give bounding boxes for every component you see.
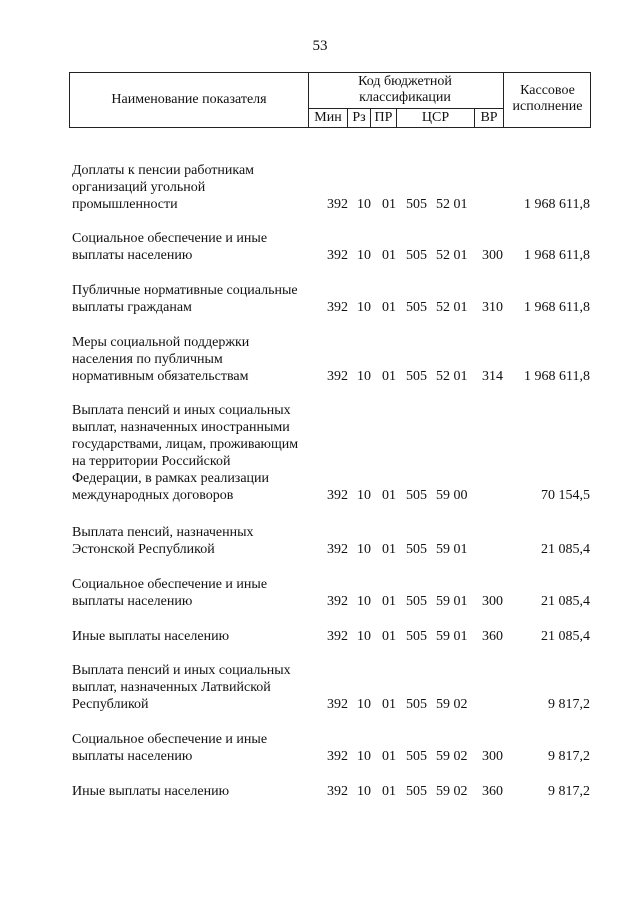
cell-pr: 01	[382, 197, 396, 212]
table-row	[0, 282, 640, 316]
cell-csr-part2: 52 01	[436, 248, 468, 263]
cell-csr-part1: 505	[406, 749, 427, 764]
cell-csr-part1: 505	[406, 697, 427, 712]
cell-rz: 10	[357, 488, 371, 503]
cell-csr-part2: 59 02	[436, 749, 468, 764]
cell-min: 392	[327, 300, 348, 315]
row-label-line: Публичные нормативные социальные	[72, 283, 298, 298]
table-row	[0, 334, 640, 385]
cell-rz: 10	[357, 369, 371, 384]
row-label-line: Иные выплаты населению	[72, 629, 230, 644]
cell-csr-part2: 52 01	[436, 369, 468, 384]
cell-amount: 9 817,2	[548, 784, 590, 799]
table-row	[0, 662, 640, 713]
cell-csr-part2: 52 01	[436, 300, 468, 315]
table-row	[0, 576, 640, 610]
header-csr: ЦСР	[421, 110, 450, 125]
row-label-line: населения по публичным	[72, 352, 223, 367]
cell-pr: 01	[382, 749, 396, 764]
row-label-line: выплаты гражданам	[72, 300, 192, 315]
cell-vr: 300	[482, 594, 503, 609]
cell-min: 392	[327, 197, 348, 212]
row-label	[72, 402, 322, 504]
cell-csr-part2: 59 01	[436, 542, 468, 557]
cell-amount: 9 817,2	[548, 749, 590, 764]
row-label-line: Республикой	[72, 697, 149, 712]
cell-csr-part1: 505	[406, 629, 427, 644]
table-header	[69, 72, 591, 128]
cell-min: 392	[327, 697, 348, 712]
cell-csr-part1: 505	[406, 197, 427, 212]
cell-vr: 360	[482, 784, 503, 799]
row-label-line: Иные выплаты населению	[72, 784, 230, 799]
table-row	[0, 162, 640, 213]
cell-min: 392	[327, 248, 348, 263]
cell-rz: 10	[357, 300, 371, 315]
row-label-line: государствами, лицам, проживающим	[72, 437, 299, 452]
cell-csr-part2: 52 01	[436, 197, 468, 212]
header-code-group: Код бюджетной классификации	[358, 74, 452, 105]
row-label-line: выплаты населению	[72, 594, 193, 609]
header-rz: Рз	[352, 110, 366, 125]
cell-rz: 10	[357, 749, 371, 764]
header-amount: Кассовое исполнение	[512, 83, 583, 114]
row-label-line: Доплаты к пенсии работникам	[72, 163, 255, 178]
table-row	[0, 628, 640, 645]
table-row	[0, 230, 640, 264]
cell-pr: 01	[382, 697, 396, 712]
header-min: Мин	[314, 110, 342, 125]
row-label-line: Выплата пенсий и иных социальных	[72, 403, 291, 418]
row-label-line: выплат, назначенных иностранными	[72, 420, 290, 435]
row-label	[72, 628, 322, 645]
cell-csr-part1: 505	[406, 300, 427, 315]
cell-amount: 1 968 611,8	[524, 369, 590, 384]
row-label	[72, 524, 322, 558]
row-label-line: Выплата пенсий и иных социальных	[72, 663, 291, 678]
cell-amount: 1 968 611,8	[524, 248, 590, 263]
row-label-line: на территории Российской	[72, 454, 231, 469]
cell-amount: 70 154,5	[541, 488, 590, 503]
cell-amount: 9 817,2	[548, 697, 590, 712]
row-label	[72, 334, 322, 385]
row-label	[72, 162, 322, 213]
cell-amount: 21 085,4	[541, 542, 590, 557]
cell-pr: 01	[382, 300, 396, 315]
cell-pr: 01	[382, 629, 396, 644]
row-label-line: организаций угольной	[72, 180, 206, 195]
row-label-line: международных договоров	[72, 488, 234, 503]
cell-rz: 10	[357, 697, 371, 712]
row-label-line: Социальное обеспечение и иные	[72, 732, 268, 747]
cell-csr-part2: 59 01	[436, 629, 468, 644]
table-row	[0, 783, 640, 800]
table-row	[0, 402, 640, 504]
cell-pr: 01	[382, 542, 396, 557]
cell-rz: 10	[357, 542, 371, 557]
row-label-line: выплаты населению	[72, 248, 193, 263]
row-label-line: Социальное обеспечение и иные	[72, 577, 268, 592]
cell-pr: 01	[382, 488, 396, 503]
cell-csr-part1: 505	[406, 488, 427, 503]
table-row	[0, 731, 640, 765]
cell-rz: 10	[357, 629, 371, 644]
cell-csr-part2: 59 00	[436, 488, 468, 503]
cell-min: 392	[327, 749, 348, 764]
cell-csr-part1: 505	[406, 248, 427, 263]
row-label-line: Меры социальной поддержки	[72, 335, 250, 350]
cell-pr: 01	[382, 248, 396, 263]
cell-csr-part2: 59 02	[436, 784, 468, 799]
row-label-line: нормативным обязательствам	[72, 369, 249, 384]
cell-min: 392	[327, 369, 348, 384]
row-label	[72, 282, 322, 316]
row-label	[72, 731, 322, 765]
cell-vr: 300	[482, 749, 503, 764]
row-label	[72, 230, 322, 264]
row-label	[72, 576, 322, 610]
cell-csr-part1: 505	[406, 784, 427, 799]
cell-min: 392	[327, 594, 348, 609]
row-label	[72, 662, 322, 713]
cell-csr-part1: 505	[406, 369, 427, 384]
cell-pr: 01	[382, 784, 396, 799]
cell-vr: 310	[482, 300, 503, 315]
cell-pr: 01	[382, 369, 396, 384]
cell-min: 392	[327, 542, 348, 557]
cell-rz: 10	[357, 248, 371, 263]
table-row	[0, 524, 640, 558]
row-label-line: выплаты населению	[72, 749, 193, 764]
cell-csr-part2: 59 01	[436, 594, 468, 609]
row-label-line: промышленности	[72, 197, 178, 212]
cell-csr-part2: 59 02	[436, 697, 468, 712]
cell-vr: 314	[482, 369, 503, 384]
cell-vr: 300	[482, 248, 503, 263]
header-vr: ВР	[480, 110, 498, 125]
header-name: Наименование показателя	[111, 92, 267, 107]
row-label-line: Выплата пенсий, назначенных	[72, 525, 254, 540]
cell-min: 392	[327, 784, 348, 799]
cell-amount: 21 085,4	[541, 594, 590, 609]
row-label	[72, 783, 322, 800]
cell-amount: 1 968 611,8	[524, 300, 590, 315]
header-pr: ПР	[374, 110, 393, 125]
cell-amount: 1 968 611,8	[524, 197, 590, 212]
cell-rz: 10	[357, 594, 371, 609]
cell-csr-part1: 505	[406, 542, 427, 557]
row-label-line: Социальное обеспечение и иные	[72, 231, 268, 246]
cell-min: 392	[327, 488, 348, 503]
cell-amount: 21 085,4	[541, 629, 590, 644]
cell-rz: 10	[357, 784, 371, 799]
cell-pr: 01	[382, 594, 396, 609]
row-label-line: выплат, назначенных Латвийской	[72, 680, 271, 695]
row-label-line: Федерации, в рамках реализации	[72, 471, 270, 486]
cell-csr-part1: 505	[406, 594, 427, 609]
cell-min: 392	[327, 629, 348, 644]
row-label-line: Эстонской Республикой	[72, 542, 215, 557]
page-number: 53	[312, 38, 328, 54]
cell-rz: 10	[357, 197, 371, 212]
cell-vr: 360	[482, 629, 503, 644]
